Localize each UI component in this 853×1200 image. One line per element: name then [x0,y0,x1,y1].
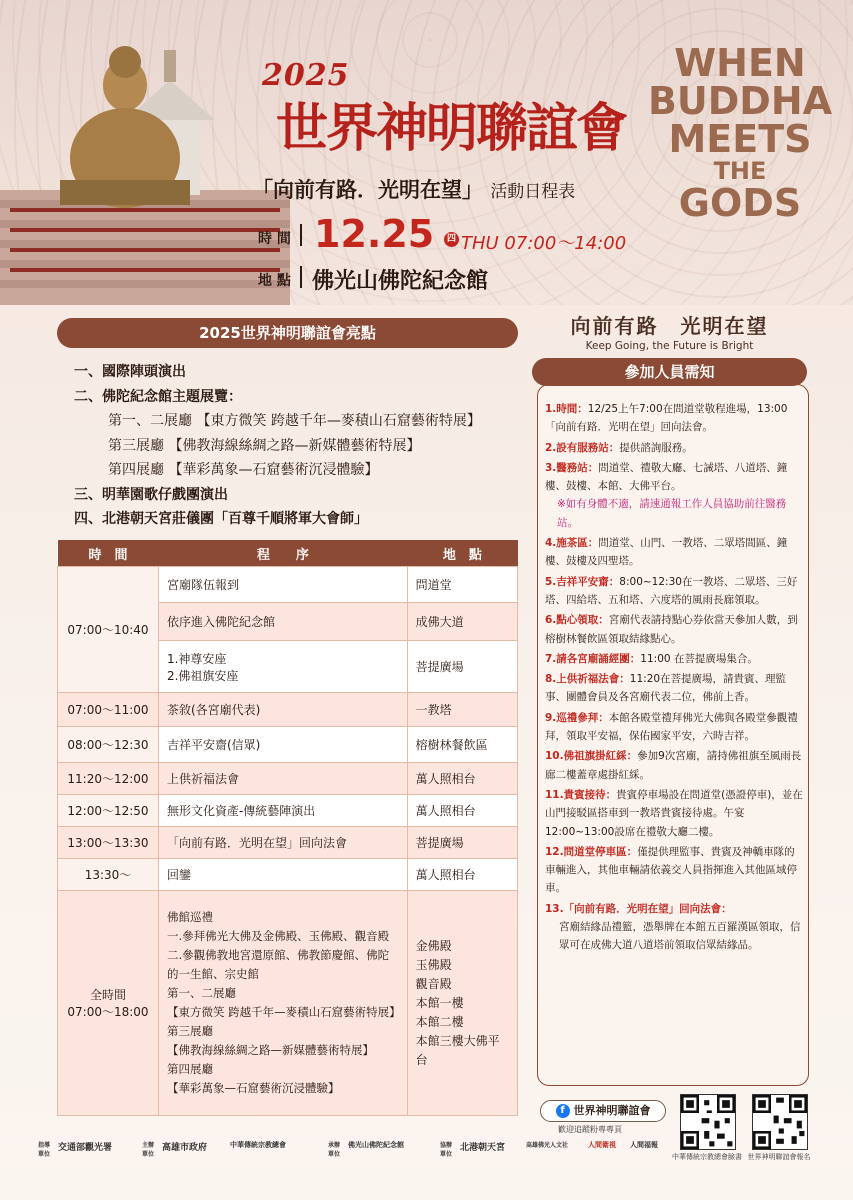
notice-item [545,843,803,898]
time-cell: 07:00～11:00 [58,693,159,727]
event-title: 世界神明聯誼會 [276,98,627,159]
assist-label: 協辦單位 [440,1142,453,1158]
notice-item-title: 12.問道堂停車區： [545,845,638,858]
place-line: 金佛殿 [415,938,452,953]
place-line: 本館二樓 [415,1014,464,1029]
notice-heading: 參加人員需知 [532,358,807,386]
facebook-subtext: 歡迎追蹤粉專專頁 [558,1125,622,1134]
weekday-badge: 四 [444,232,459,247]
event-year: 2025 [262,58,350,93]
place-line: 玉佛殿 [415,957,452,972]
program-cell: 無形文化資產-傳統藝陣演出 [158,795,407,827]
time-cell: 13:00～13:30 [58,827,159,859]
time-cell [58,891,159,1116]
event-time: THU 07:00～14:00 [461,233,627,254]
program-line: 【東方微笑 跨越千年—麥積山石窟藝術特展】 [166,1005,401,1019]
notice-item-text: 本館各殿堂禮拜佛光大佛與各殿堂參觀禮拜，領取平安福，保佑國家平安，六時吉祥。 [545,711,798,743]
facebook-label: 世界神明聯誼會 [573,1104,651,1117]
sponsor-logo: 佛光山佛陀紀念館 [348,1141,404,1149]
highlight-item: 二、佛陀紀念館主題展覽： [74,388,242,405]
notice-item [545,459,803,532]
program-cell: 上供祈福法會 [158,763,407,795]
highlight-subitem: 第一、二展廳 【東方微笑 跨越千年—麥積山石窟藝術特展】 [108,413,481,429]
notice-item [545,670,803,707]
subtitle-tail: 活動日程表 [490,182,576,202]
program-cell: 吉祥平安齋(信眾) [158,727,407,763]
notice-item-text: 僅提供理監事、貴賓及神轎車隊的車輛進入，其他車輛請依義交人員指揮進入其他區域停車。 [545,845,797,895]
divider [300,266,302,288]
time-cell: 13:30～ [58,859,159,891]
notice-item-text: 8:00~12:30在一教塔、二眾塔、三好塔、四給塔、五和塔、六度塔的風雨長廊領取。 [545,575,798,606]
guide-label: 指導單位 [38,1142,51,1158]
place-cell: 一教塔 [407,693,517,727]
slogan-english: Keep Going, the Future is Bright [585,340,754,352]
table-row [58,567,518,603]
english-title-line: MEETS [668,117,812,161]
notice-item-title: 3.醫務站： [545,461,599,474]
notice-item-text: 11:20在菩提廣場，請貴賓、理監事、團體會員及各宮廟代表二位，佛前上香。 [545,673,787,704]
notice-item-title: 7.請各宮廟誦經團： [545,652,641,665]
notice-warning: ※如有身體不適，請速通報工作人員協助前往醫務站。 [557,498,787,529]
notice-item-text: 問道堂、山門、一教塔、二眾塔間區、鐘樓、鼓樓及四聖塔。 [545,537,788,568]
highlights-list [74,360,534,532]
time-cell: 07:00～10:40 [58,567,159,693]
highlights-heading: 2025世界神明聯誼會亮點 [57,318,518,348]
table-row [58,827,518,859]
notice-item [545,439,803,457]
english-title-line: THE [713,157,767,185]
column-header: 時 間 [58,540,159,567]
highlight-item: 一、國際陣頭演出 [74,364,186,380]
program-line: 一.參拜佛光大佛及金佛殿、玉佛殿、觀音殿 [166,929,390,943]
sponsor-logo: 人間福報 [630,1141,658,1149]
co-label: 承辦單位 [328,1142,341,1158]
notice-item-text: 提供諮詢服務。 [619,441,693,454]
time-label: 時 間 [258,231,291,247]
column-header: 程 序 [158,540,407,567]
footer-logos [30,1140,658,1170]
sponsor-label: 主辦單位 [142,1142,155,1158]
sponsor-logo: 人間衛視 [588,1141,616,1149]
place-cell [407,891,517,1116]
schedule-table [57,540,518,1116]
english-title [640,41,840,225]
buddha-temple-illustration [0,40,290,305]
schedule-subtitle [252,174,575,204]
table-row [58,727,518,763]
notice-item [545,650,803,668]
place-cell: 菩提廣場 [407,641,517,693]
place-line: 觀音殿 [415,976,452,991]
table-row [58,693,518,727]
sponsor-logo: 中華傳統宗教總會 [230,1141,286,1149]
program-line: 佛館巡禮 [166,910,213,924]
qr-label: 世界神明聯誼會報名 [747,1153,811,1161]
time-cell: 12:00～12:50 [58,795,159,827]
sponsor-logo: 交通部觀光署 [58,1143,113,1153]
time-line: 07:00～18:00 [67,1005,149,1019]
notice-item-text: 11:00 在菩提廣場集合。 [640,652,758,665]
sponsor-logo: 高雄佛光人文社 [526,1142,569,1149]
place-cell: 菩提廣場 [407,827,517,859]
program-line: 第四展廳 [166,1062,213,1076]
highlight-subitem: 第三展廳 【佛教海線絲綢之路—新媒體藝術特展】 [108,437,421,454]
notice-item [545,573,803,610]
notice-item-title: 9.巡禮參拜： [545,711,609,724]
english-title-line: BUDDHA [647,79,833,123]
notice-item-title: 10.佛祖旗掛紅綵： [545,750,638,763]
notice-item-text: 貴賓停車場設在問道堂(憑證停車)，並在山門接駁區搭車到一教塔貴賓接待處。午宴12:00~13:00設席在禮敬大廳二樓。 [545,788,803,838]
notice-item-title: 11.貴賓接待： [545,788,617,801]
column-header: 地 點 [407,540,517,567]
qr-code[interactable] [680,1094,736,1150]
event-date: 12.25 [314,212,435,256]
place-cell: 萬人照相台 [407,763,517,795]
facebook-badge[interactable] [540,1100,666,1122]
program-line: 【佛教海線絲綢之路—新媒體藝術特展】 [166,1043,374,1057]
notice-item [545,534,803,571]
place-cell: 萬人照相台 [407,795,517,827]
sponsor-logo: 高雄市政府 [162,1143,208,1153]
notice-item [545,400,803,437]
time-line: 全時間 [89,988,126,1002]
table-row [58,795,518,827]
facebook-icon: f [556,1104,570,1118]
notice-item-title: 4.施茶區： [545,537,599,550]
notice-item [545,900,803,955]
table-row [58,891,518,1116]
notice-item-text: 問道堂、禮敬大廳、七誡塔、八道塔、鐘樓、鼓樓、本館、大佛平台。 [545,461,788,493]
program-cell: 回鑾 [158,859,407,891]
highlight-subitem: 第四展廳 【華彩萬象—石窟藝術沉浸體驗】 [108,462,379,478]
place-line: 本館一樓 [415,995,464,1010]
place-line: 本館三樓大佛平台 [415,1033,500,1067]
place-cell: 成佛大道 [407,603,517,641]
divider [300,224,302,246]
notice-item-title: 6.點心領取： [545,614,609,627]
program-line: 第三展廳 [166,1024,213,1038]
subtitle-theme: 「向前有路．光明在望」 [252,177,483,202]
qr-label: 中華傳統宗教總會臉書 [672,1153,742,1161]
notice-item [545,747,803,784]
program-cell: 依序進入佛陀紀念館 [158,603,407,641]
place-cell: 榕樹林餐飲區 [407,727,517,763]
place-cell: 問道堂 [407,567,517,603]
time-cell: 11:20～12:00 [58,763,159,795]
notice-item-title: 2.設有服務站： [545,441,620,454]
qr-code[interactable] [752,1094,808,1150]
table-row [58,763,518,795]
time-cell: 08:00～12:30 [58,727,159,763]
program-cell [158,891,407,1116]
english-title-line: WHEN [674,41,806,85]
sponsor-logo: 北港朝天宮 [460,1143,506,1153]
notice-item [545,786,803,841]
program-cell: 「向前有路．光明在望」回向法會 [158,827,407,859]
english-title-line: GODS [678,181,802,225]
notice-item [545,611,803,648]
program-cell: 1.神尊安座 2.佛祖旗安座 [158,641,407,693]
slogan: 向前有路 光明在望 [570,314,769,338]
highlight-item: 三、明華園歌仔戲團演出 [74,486,228,503]
program-cell: 茶敘(各宮廟代表) [158,693,407,727]
table-row [58,859,518,891]
program-line: 第一、二展廳 [166,986,236,1000]
notice-item-text: 宮廟結緣品禮籃，憑舉牌在本館五百羅漢區領取，信眾可在成佛大道八道塔前領取信眾結緣品。 [559,921,801,952]
notice-item-text: 宮廟代表請持點心券依當天參加人數，到榕樹林餐飲區領取結緣點心。 [545,614,798,645]
event-venue: 佛光山佛陀紀念館 [312,268,489,294]
notice-item [545,709,803,746]
notice-item-title: 1.時間： [545,403,588,415]
notice-item-text: 12/25上午7:00在問道堂敬程進場，13:00「向前有路．光明在望」回向法會。 [545,403,788,434]
highlight-item: 四、北港朝天宮莊儀團「百尊千順將軍大會師」 [74,511,368,527]
place-cell: 萬人照相台 [407,859,517,891]
notice-item-title: 8.上供祈福法會： [545,673,630,686]
notice-item-title: 13.「向前有路．光明在望」回向法會： [545,902,732,915]
notice-item-title: 5.吉祥平安齋： [545,575,620,588]
program-line: 【華彩萬象—石窟藝術沉浸體驗】 [166,1081,340,1095]
notice-list [545,400,803,957]
program-line: 二.參觀佛教地宮還原館、佛教節慶館、佛陀的一生館、宗史館 [166,948,390,981]
hero-banner [0,0,853,305]
venue-label: 地 點 [258,273,291,289]
program-cell: 宮廟隊伍報到 [158,567,407,603]
table-header-row [58,540,518,567]
notice-item-text: 參加9次宮廟，請持佛祖旗至風雨長廊二樓蓋章處掛紅綵。 [545,750,802,781]
